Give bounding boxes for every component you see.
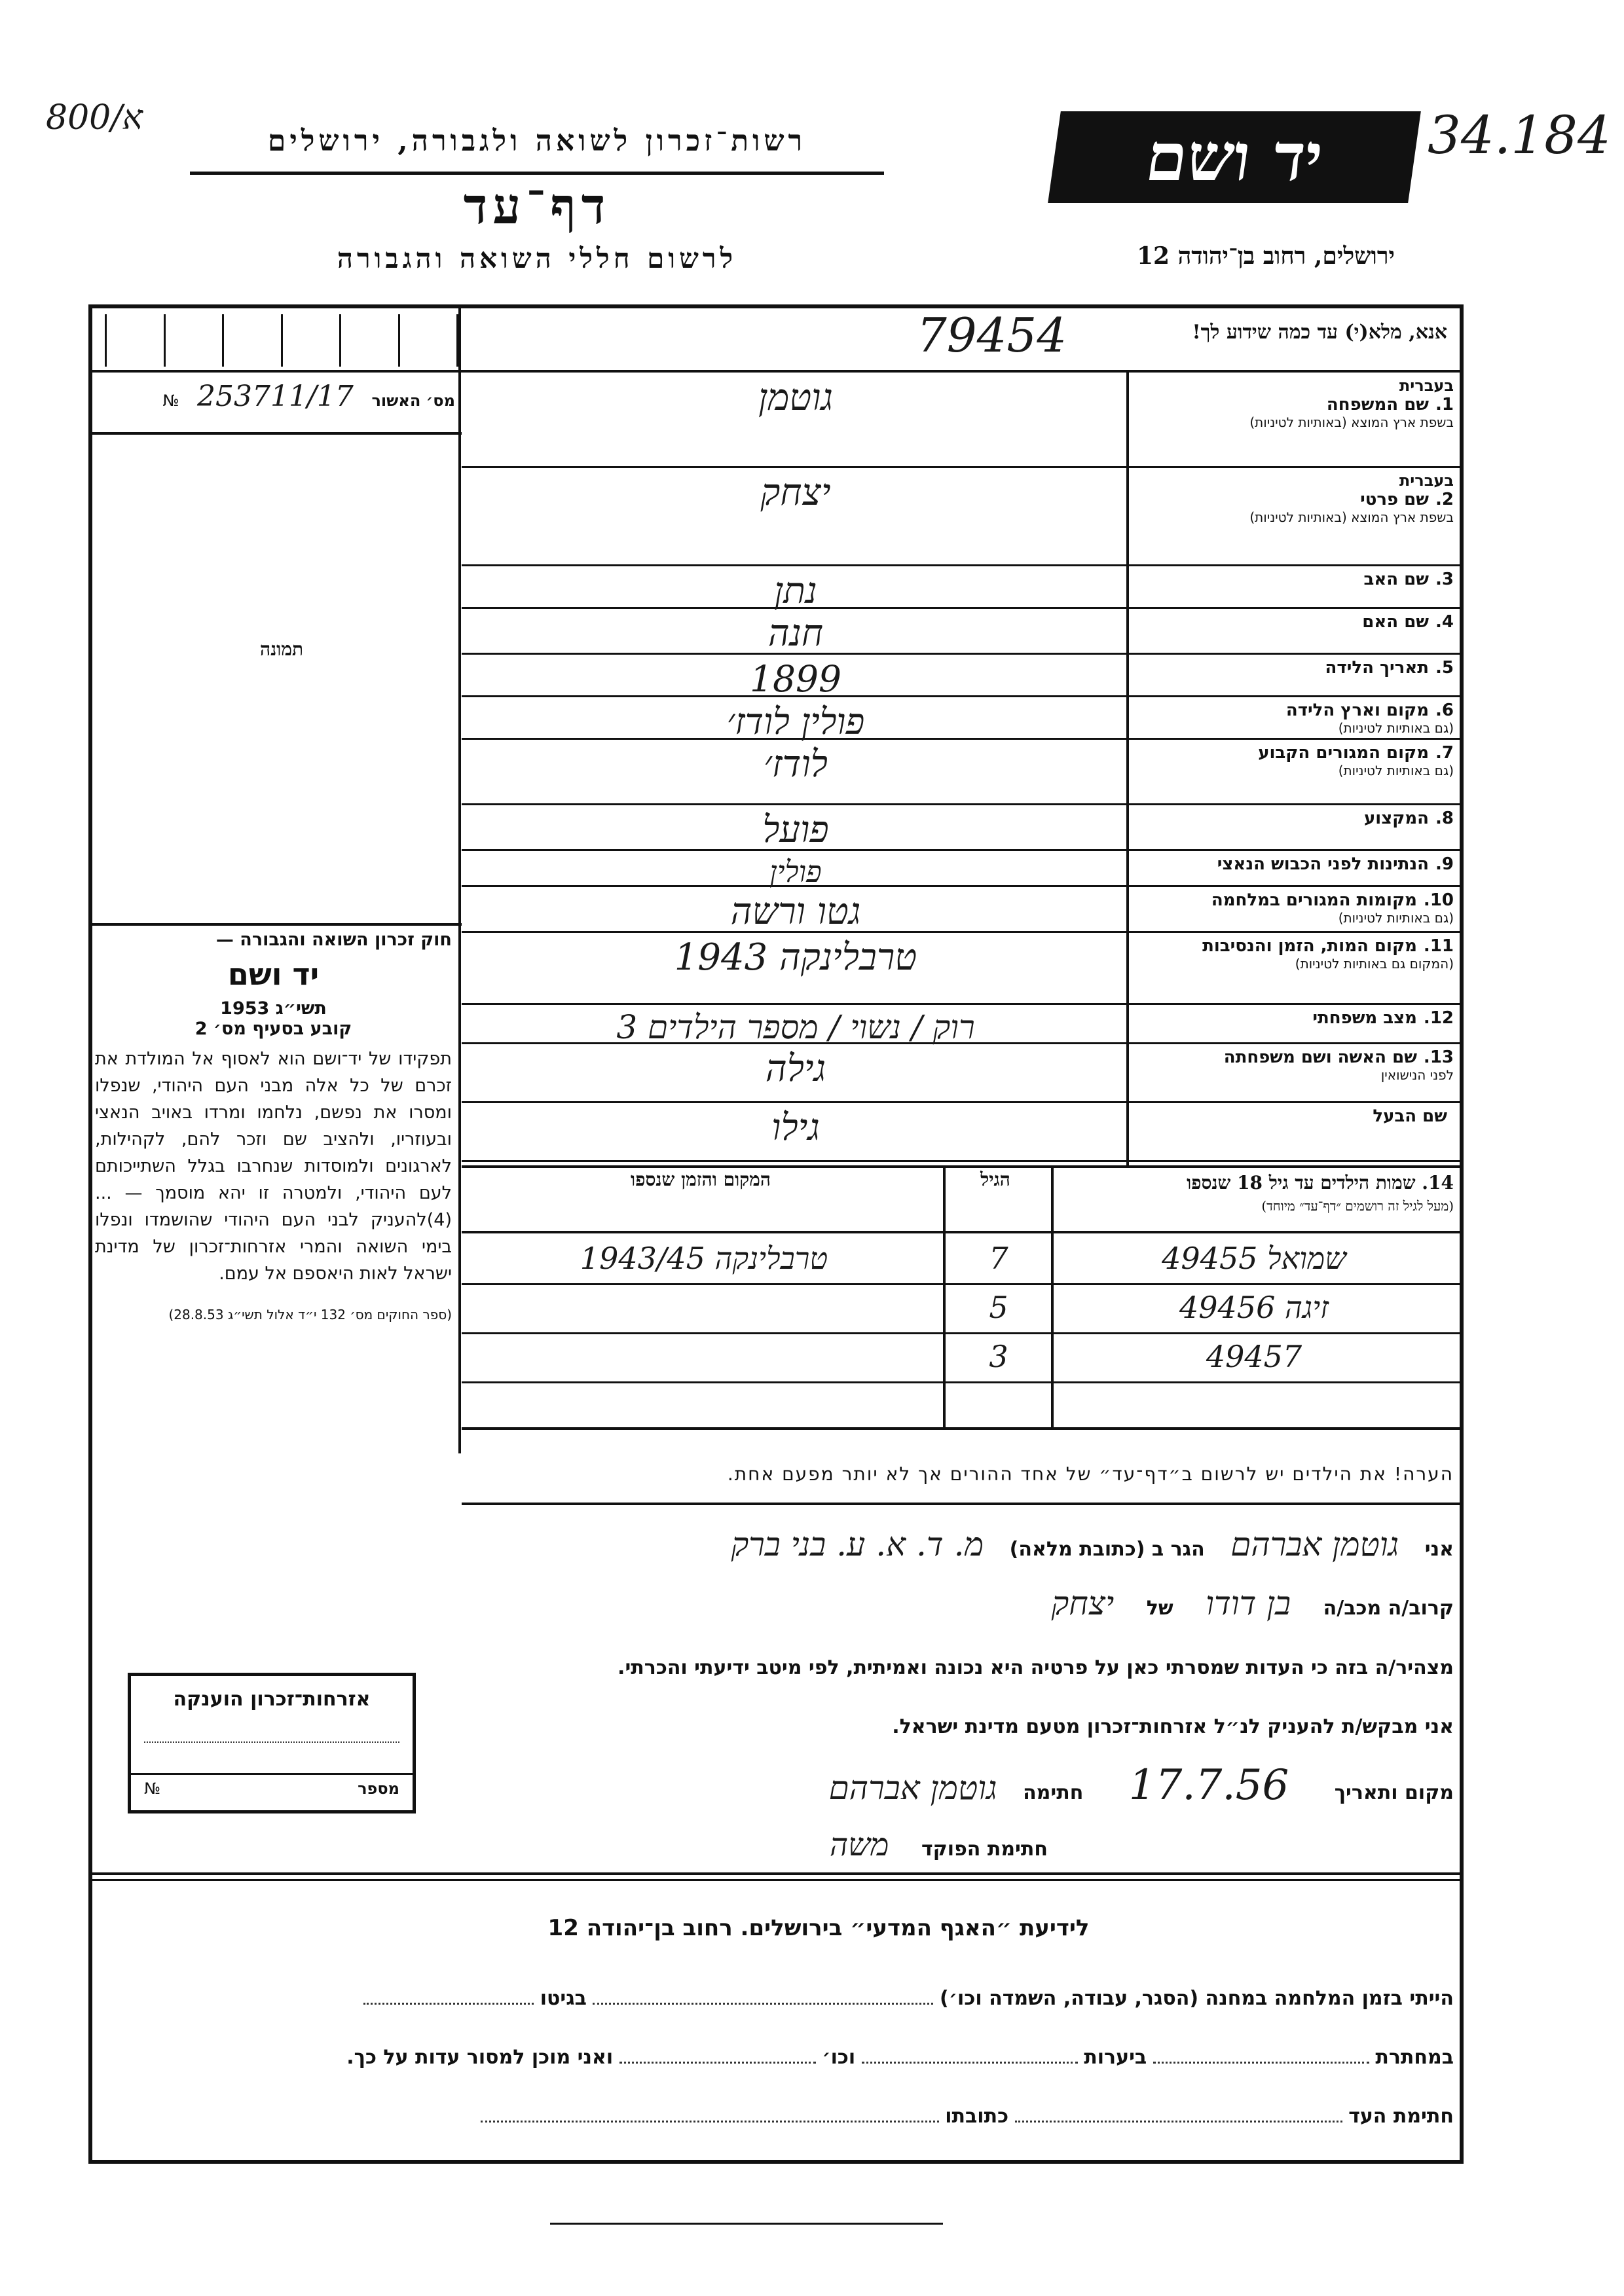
child-age: 3 bbox=[989, 1339, 1008, 1374]
approval-value: 253711/17 bbox=[197, 380, 354, 413]
field-number: 1. bbox=[1435, 395, 1454, 414]
law-year: תשי״ג 1953 bbox=[220, 998, 327, 1019]
field-number: 12. bbox=[1423, 1008, 1454, 1028]
declaration-request: אני מבקש/ת להעניק לנ״ל אזרחות־זכרון מטעם מדינת ישראל. bbox=[892, 1715, 1454, 1738]
of-value: יצחק bbox=[1051, 1584, 1115, 1622]
children-col-age: הגיל bbox=[980, 1169, 1010, 1190]
child-age: 7 bbox=[989, 1241, 1008, 1276]
child-age: 5 bbox=[989, 1290, 1008, 1325]
field-number: 5. bbox=[1435, 658, 1454, 678]
ghetto-label: בגיטו bbox=[540, 1987, 587, 2010]
field-hint: (המקום גם באותיות לטיניות) bbox=[1295, 956, 1454, 972]
field-value-9: פולין bbox=[769, 854, 822, 889]
child-name: 49457 bbox=[1206, 1339, 1302, 1374]
law-title: חוק זכרון השואה והגבורה — bbox=[215, 930, 452, 950]
yad-vashem-logo bbox=[1048, 111, 1421, 203]
field-label-10 bbox=[1133, 890, 1454, 926]
field-hint: בשפת ארץ המוצא (באותיות לטיניות) bbox=[1249, 509, 1454, 525]
bottom-line3 bbox=[105, 2105, 1454, 2128]
field-name: מקום המגורים הקבוע bbox=[1258, 743, 1430, 763]
photo-label: תמונה bbox=[259, 638, 304, 660]
child-place: טרבלינקה 1943/45 bbox=[580, 1241, 828, 1276]
bottom-line1 bbox=[105, 1987, 1454, 2010]
field-value-13: גילה bbox=[765, 1048, 826, 1090]
relation-label: קרוב/ה מכב/ה bbox=[1323, 1597, 1454, 1620]
declaration-statement: מצהיר/ה בזה כי העדות שמסרתי כאן על פרטיה היא נכונה ואמיתית, לפי מיטב ידיעתי והכרתי. bbox=[618, 1656, 1454, 1679]
field-label-11 bbox=[1133, 936, 1454, 972]
field-number: 7. bbox=[1435, 743, 1454, 763]
field-value-7: לודז׳ bbox=[764, 743, 828, 786]
ready-testify-label: ואני מוכן למסור עדות על כך. bbox=[346, 2046, 614, 2069]
declarant-address: מ. ד. א. ע. בני ברק bbox=[731, 1525, 984, 1563]
form-title: דף־עד bbox=[463, 177, 611, 235]
field-name: שם הבעל bbox=[1373, 1106, 1447, 1126]
field-name: שם האם bbox=[1362, 612, 1430, 632]
approval-label: מס׳ האשור bbox=[371, 392, 455, 410]
field-label-3 bbox=[1133, 570, 1454, 589]
place-date-value: 17.7.56 bbox=[1128, 1761, 1289, 1810]
relation-value: בן דודו bbox=[1206, 1584, 1291, 1622]
field-label-7 bbox=[1133, 743, 1454, 778]
form-subtitle: לרשום חללי השואה והגבורה bbox=[337, 242, 737, 274]
forests-label: ביערות bbox=[1084, 2046, 1147, 2069]
bottom-heading: לידיעת ״האגף המדעי״ בירושלים. רחוב בן־יהודה 12 bbox=[547, 1915, 1090, 1941]
field-number: 8. bbox=[1435, 809, 1454, 828]
handwritten-code: 79454 bbox=[917, 308, 1067, 363]
underground-label: במחתרת bbox=[1375, 2046, 1454, 2069]
field-number: 6. bbox=[1435, 701, 1454, 720]
logo-text: יד ושם bbox=[1141, 118, 1328, 196]
field-name: תאריך הלידה bbox=[1325, 658, 1430, 678]
field-hint: (גם באותיות לטיניות) bbox=[1338, 720, 1454, 736]
field-label-1 bbox=[1133, 376, 1454, 430]
field-value-1: גוטמן bbox=[758, 376, 834, 419]
children-subtitle: (מעל לגיל זה רושמים ״דף־עד״ מיוחד) bbox=[1261, 1198, 1454, 1214]
signature-value: גוטמן אברהם bbox=[828, 1769, 997, 1807]
declaration-sign-line bbox=[393, 1761, 1454, 1810]
field-name: מצב משפחתי bbox=[1312, 1008, 1417, 1028]
signature-label: חתימה bbox=[1023, 1781, 1084, 1804]
field-name: הנתינות לפני הכבוש הנאצי bbox=[1217, 854, 1430, 874]
camp-label: הייתי בזמן המלחמה במחנה (הסגר, עבודה, השמדה וכו׳) bbox=[940, 1987, 1454, 2010]
law-body: תפקידו של יד־ושם הוא לאסוף אל המולדת את זכרם של כל אלה מבני העם היהודי, שנפלו ומסרו את נפשם, נלחמו ומרדו באויב הנאצי ובעוזריו, ולהציב שם וזכר להם, לקהילות, לארגונים ולמוסדות שנחרבו בגלל השתייכותם לעם היהודי, ולמטרה זו יהא מוסמך — ...(4)להעניק לבני העם היהודי שהושמדו ונפלו בימי השואה והמרי אזרחות־זכרון של מדינת ישראל לאות היאספם אל עמם. bbox=[95, 1049, 452, 1284]
declarant-name: גוטמן אברהם bbox=[1230, 1525, 1399, 1563]
children-title: 14. שמות הילדים עד גיל 18 שנספו bbox=[1187, 1172, 1454, 1194]
corner-ref-left: 800/א bbox=[46, 98, 143, 137]
approval-no: № bbox=[162, 392, 179, 410]
field-lang: בעברית bbox=[1399, 376, 1454, 395]
field-value-5: 1899 bbox=[750, 658, 841, 700]
clerk-sign-line bbox=[393, 1827, 1048, 1863]
field-label-13 bbox=[1133, 1048, 1454, 1083]
field-label-12 bbox=[1133, 1008, 1454, 1028]
witness-address-label: כתובתו bbox=[945, 2105, 1009, 2128]
field-value-3: נתן bbox=[774, 570, 817, 611]
note-text: הערה! את הילדים יש לרשום ב״דף־עד״ של אחד ההורים אך לא יותר מפעם אחת. bbox=[727, 1463, 1454, 1485]
children-col-place: המקום והזמן שנספו bbox=[631, 1169, 771, 1190]
declaration-name-line bbox=[105, 1525, 1454, 1563]
field-value-11: טרבלינקה 1943 bbox=[674, 936, 917, 979]
field-number: 9. bbox=[1435, 854, 1454, 874]
citizenship-title: אזרחות־זכרון הוענקה bbox=[173, 1688, 371, 1711]
declaration-relation-line bbox=[105, 1584, 1454, 1622]
of-label: של bbox=[1146, 1597, 1173, 1620]
field-label-8 bbox=[1133, 809, 1454, 828]
place-date-label: מקום ותאריך bbox=[1334, 1781, 1454, 1804]
field-lang: בעברית bbox=[1399, 471, 1454, 490]
field-label-9 bbox=[1133, 854, 1454, 874]
field-hint: בשפת ארץ המוצא (באותיות לטיניות) bbox=[1249, 414, 1454, 430]
comb-cells bbox=[105, 314, 458, 367]
citizenship-no: № bbox=[144, 1779, 160, 1798]
field-name: מקום המות, הזמן והנסיבות bbox=[1202, 936, 1417, 956]
witness-signature-label: חתימת העד bbox=[1348, 2105, 1454, 2128]
corner-ref-right: 34.184 bbox=[1428, 105, 1611, 166]
field-label-14 bbox=[1133, 1106, 1454, 1126]
field-name: המקצוע bbox=[1363, 809, 1430, 828]
field-hint: (גם באותיות לטיניות) bbox=[1338, 763, 1454, 778]
child-name: שמואל 49455 bbox=[1162, 1241, 1346, 1276]
field-value-12: רוק / נשוי / מספר הילדים 3 bbox=[616, 1008, 975, 1046]
citizenship-box bbox=[128, 1673, 416, 1813]
address-label: הגר ב (כתובת מלאה) bbox=[1009, 1538, 1205, 1561]
law-clause: קובע בסעיף מס׳ 2 bbox=[194, 1019, 352, 1039]
field-label-2 bbox=[1133, 471, 1454, 525]
field-label-6 bbox=[1133, 701, 1454, 736]
field-name: שם פרטי bbox=[1360, 490, 1430, 509]
citizenship-number-label: מספר bbox=[358, 1779, 399, 1798]
authority-title: רשות־זכרון לשואה ולגבורה, ירושלים bbox=[267, 124, 807, 158]
child-name: זיגה 49456 bbox=[1179, 1290, 1329, 1325]
field-value-4: חנה bbox=[767, 612, 824, 655]
field-name: שם המשפחה bbox=[1326, 395, 1430, 414]
etc-label: וכו׳ bbox=[822, 2046, 856, 2069]
field-label-5 bbox=[1133, 658, 1454, 678]
bottom-line2 bbox=[105, 2046, 1454, 2069]
approval-number bbox=[108, 380, 455, 413]
field-value-6: פולין לודז׳ bbox=[726, 701, 865, 742]
field-hint: (גם באותיות לטיניות) bbox=[1338, 910, 1454, 926]
law-box bbox=[95, 930, 452, 1322]
law-footnote: (ספר החוקים מס׳ 132 י״ד אלול תשי״ג 28.8.53) bbox=[168, 1307, 452, 1322]
field-number: 10. bbox=[1423, 890, 1454, 910]
clerk-label: חתימת הפוקד bbox=[921, 1838, 1048, 1861]
field-value-2: יצחק bbox=[760, 471, 831, 514]
field-value-8: פועל bbox=[762, 809, 829, 851]
citizenship-number bbox=[144, 1779, 399, 1798]
field-value-10: גטו ורשה bbox=[730, 890, 861, 933]
fill-prompt: אנא, מלא(י) עד כמה שידוע לך! bbox=[1192, 321, 1447, 344]
field-number: 13. bbox=[1423, 1048, 1454, 1067]
field-number: 4. bbox=[1435, 612, 1454, 632]
field-name: שם האב bbox=[1363, 570, 1430, 589]
clerk-signature: משה bbox=[829, 1827, 889, 1863]
field-name: מקומות המגורים במלחמה bbox=[1211, 890, 1417, 910]
ani-label: אני bbox=[1424, 1538, 1454, 1561]
field-name: שם האשה ושם משפחתה bbox=[1223, 1048, 1417, 1067]
field-label-4 bbox=[1133, 612, 1454, 632]
field-hint: לפני הנישואין bbox=[1380, 1067, 1454, 1083]
address: ירושלים, רחוב בן־יהודה 12 bbox=[1136, 242, 1395, 270]
field-name: מקום וארץ הלידה bbox=[1285, 701, 1430, 720]
field-number: 2. bbox=[1435, 490, 1454, 509]
law-name: יד ושם bbox=[227, 957, 320, 992]
field-number: 3. bbox=[1435, 570, 1454, 589]
field-value-14: גילו bbox=[771, 1106, 820, 1149]
field-number: 11. bbox=[1423, 936, 1454, 956]
